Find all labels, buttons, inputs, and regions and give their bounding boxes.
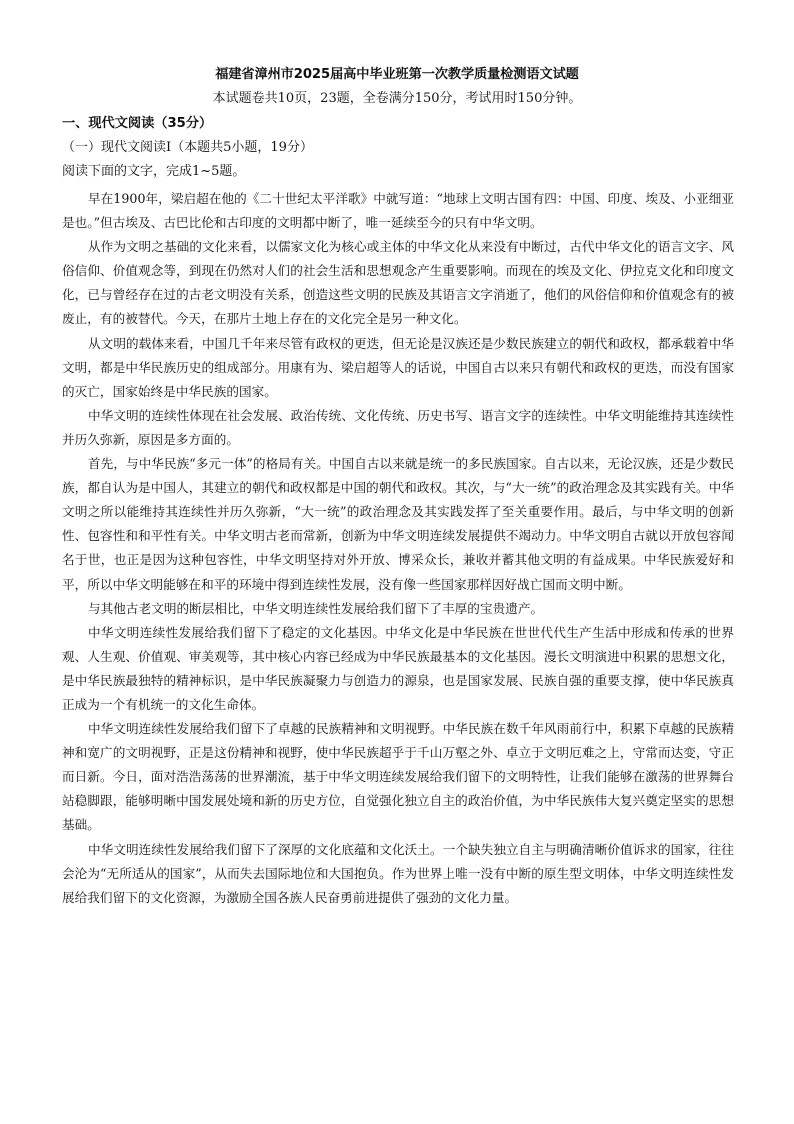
document-subtitle: 本试题卷共10页，23题，全卷满分150分，考试用时150分钟。 <box>212 91 582 106</box>
paragraph: 早在1900年，梁启超在他的《二十世纪太平洋歌》中就写道：“地球上文明古国有四：中国、印度、埃及、小亚细亚是也。”但古埃及、古巴比伦和古印度的文明都中断了，唯一延续至今的只有中华文明。 <box>62 191 734 231</box>
paragraph: 中华文明连续性发展给我们留下了深厚的文化底蕴和文化沃土。一个缺失独立自主与明确清晰价值诉求的国家，往往会沦为“无所适从的国家”，从而失去国际地位和大国抱负。作为世界上唯一没有中断的原生型文明体，中华文明连续性发展给我们留下的文化资源，为激励全国各族人民奋勇前进提供了强劲的文化力量。 <box>62 841 734 905</box>
reading-passage <box>62 187 734 910</box>
document-title: 福建省漳州市2025届高中毕业班第一次教学质量检测语文试题 <box>215 67 579 82</box>
paragraph: 中华文明连续性发展给我们留下了稳定的文化基因。中华文化是中华民族在世世代代生产生活中形成和传承的世界观、人生观、价值观、审美观等，其中核心内容已经成为中华民族最基本的文化基因。漫长文明演进中积累的思想文化，是中华民族最独特的精神标识，是中华民族凝聚力与创造力的源泉，也是国家发展、民族自强的重要支撑，使中华民族真正成为一个有机统一的文化生命体。 <box>62 624 734 712</box>
paragraph: 从文明的载体来看，中国几千年来尽管有政权的更迭，但无论是汉族还是少数民族建立的朝代和政权，都承载着中华文明，都是中华民族历史的组成部分。用康有为、梁启超等人的话说，中国自古以来只有朝代和政权的更迭，而没有国家的灭亡，国家始终是中华民族的国家。 <box>62 335 734 399</box>
reading-instruction: 阅读下面的文字，完成1~5题。 <box>62 164 246 179</box>
paragraph: 从作为文明之基础的文化来看，以儒家文化为核心或主体的中华文化从来没有中断过，古代中华文化的语言文字、风俗信仰、价值观念等，到现在仍然对人们的社会生活和思想观念产生重要影响。而现在的埃及文化、伊拉克文化和印度文化，已与曾经存在过的古老文明没有关系，创造这些文明的民族及其语言文字消逝了，他们的风俗信仰和价值观念有的被废止，有的被替代。今天，在那片土地上存在的文化完全是另一种文化。 <box>62 239 734 327</box>
paragraph: 中华文明连续性发展给我们留下了卓越的民族精神和文明视野。中华民族在数千年风雨前行中，积累下卓越的民族精神和宽广的文明视野，正是这份精神和视野，使中华民族超乎于千山万壑之外、卓立于文明厄难之上，守常而达变，守正而日新。今日，面对浩浩荡荡的世界潮流，基于中华文明连续发展给我们留下的文明特性，让我们能够在激荡的世界舞台站稳脚跟，能够明晰中国发展处境和新的历史方位，自觉强化独立自主的政治价值，为中华民族伟大复兴奠定坚实的思想基础。 <box>62 721 734 833</box>
section-heading: 一、现代文阅读（35分） <box>62 116 213 131</box>
paragraph: 中华文明的连续性体现在社会发展、政治传统、文化传统、历史书写、语言文字的连续性。中华文明能维持其连续性并历久弥新，原因是多方面的。 <box>62 407 734 447</box>
paragraph: 与其他古老文明的断层相比，中华文明连续性发展给我们留下了丰厚的宝贵遗产。 <box>88 600 544 616</box>
sub-heading: （一）现代文阅读Ⅰ（本题共5小题，19分） <box>62 140 313 155</box>
paragraph: 首先，与中华民族“多元一体”的格局有关。中国自古以来就是统一的多民族国家。自古以来，无论汉族，还是少数民族，都自认为是中国人，其建立的朝代和政权都是中国的朝代和政权。其次，与“大一统”的政治理念及其实践有关。中华文明之所以能维持其连续性并历久弥新，“大一统”的政治理念及其实践发挥了至关重要作用。最后，与中华文明的创新性、包容性和和平性有关。中华文明古老而常新，创新为中华文明连续发展提供不竭动力。中华文明自古就以开放包容闻名于世，也正是因为这种包容性，中华文明坚持对外开放、博采众长，兼收并蓄其他文明的有益成果。中华民族爱好和平，所以中华文明能够在和平的环境中得到连续性发展，没有像一些国家那样因好战亡国而文明中断。 <box>62 456 734 592</box>
